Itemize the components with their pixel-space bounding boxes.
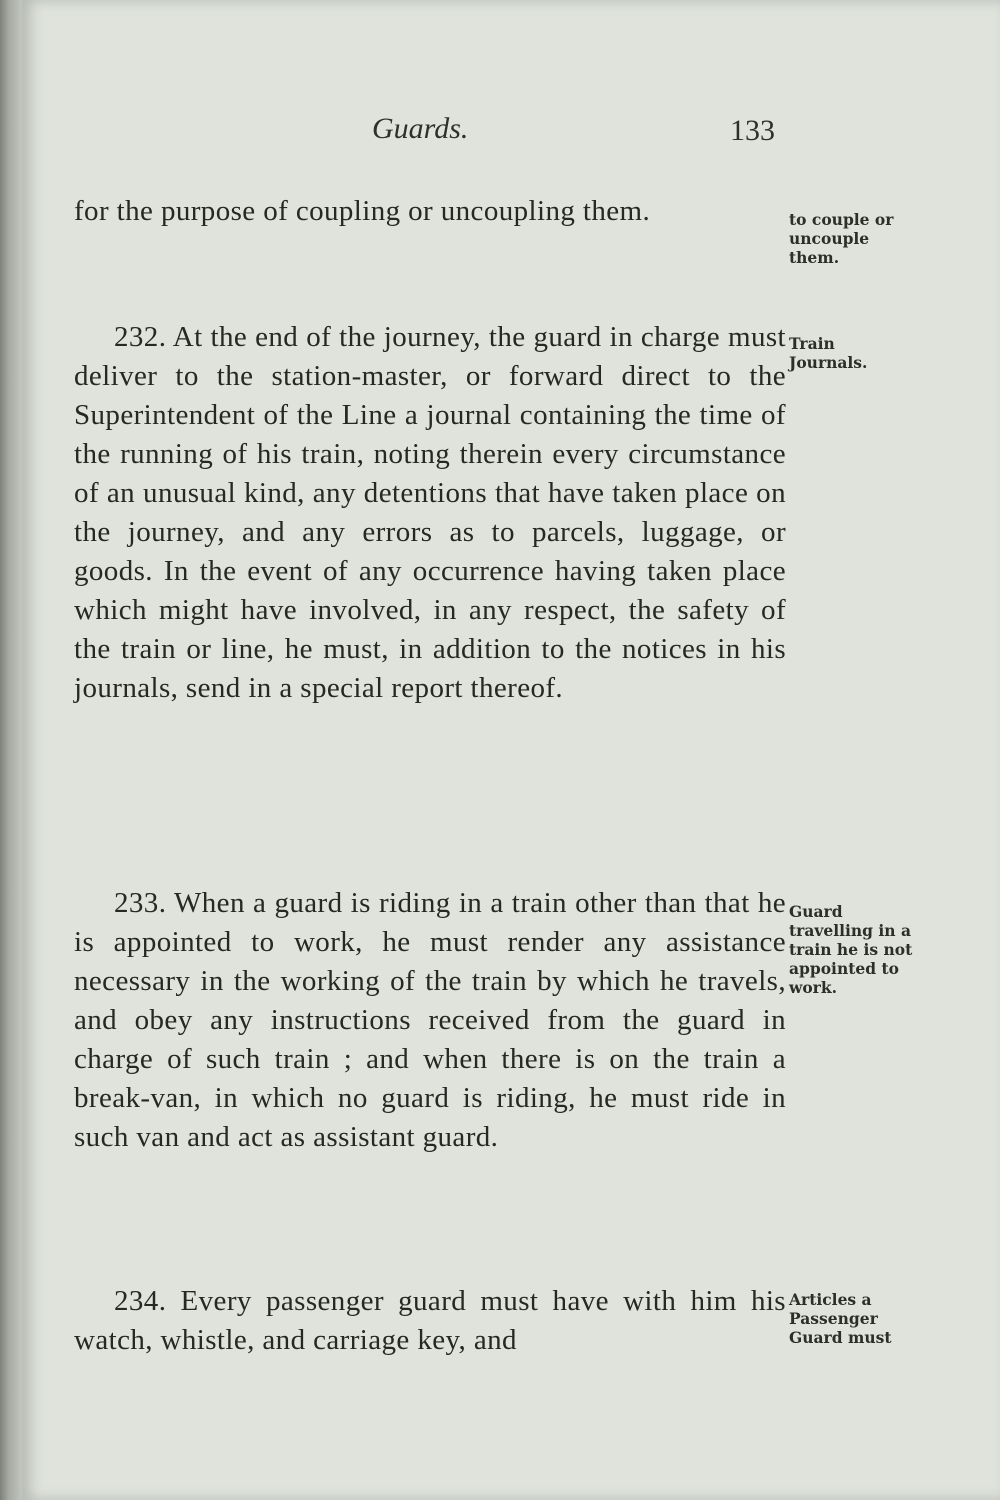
binding-gutter (0, 0, 22, 1500)
paragraph-233 (74, 884, 786, 1157)
margin-note-couple: to couple or uncouple them. (789, 210, 894, 267)
show-through-text (422, 250, 842, 287)
paragraph-text: 234. Every passenger guard must have with him his watch, whistle, and carriage key, and (74, 1285, 786, 1356)
page-header (22, 112, 1000, 162)
margin-note-articles: Articles a Passenger Guard must (789, 1290, 892, 1347)
book-page (22, 0, 1000, 1500)
margin-note-train-journals: Train Journals. (789, 334, 868, 372)
paragraph-text: 232. At the end of the journey, the guard in charge must deliver to the station-master, or forward direct to the Superintendent of the Line a journal containing the time of the running of his train, noting therein every circumstance of an unusual kind, any detentions that have taken place on the journey, and any errors as to parcels, luggage, or goods. In the event of any occurrence having taken place which might have involved, in any respect, the safety of the train or line, he must, in addition to the notices in his journals, send in a special report thereof. (74, 321, 786, 704)
paragraph-232 (74, 318, 786, 708)
margin-note-guard-travelling: Guard travelling in a train he is not appointed to work. (789, 902, 913, 997)
page-number: 133 (730, 114, 775, 147)
paragraph-text: for the purpose of coupling or uncoupling them. (74, 195, 651, 227)
paragraph-continued (74, 192, 786, 231)
running-title: Guards. (372, 112, 469, 145)
paragraph-text: 233. When a guard is riding in a train other than that he is appointed to work, he must render any assistance necessary in the working of the train by which he travels, and obey any instructions received from the guard in charge of such train ; and when there is on the train a break-van, in which no guard is riding, he must ride in such van and act as assistant guard. (74, 887, 786, 1153)
paragraph-234 (74, 1282, 786, 1360)
